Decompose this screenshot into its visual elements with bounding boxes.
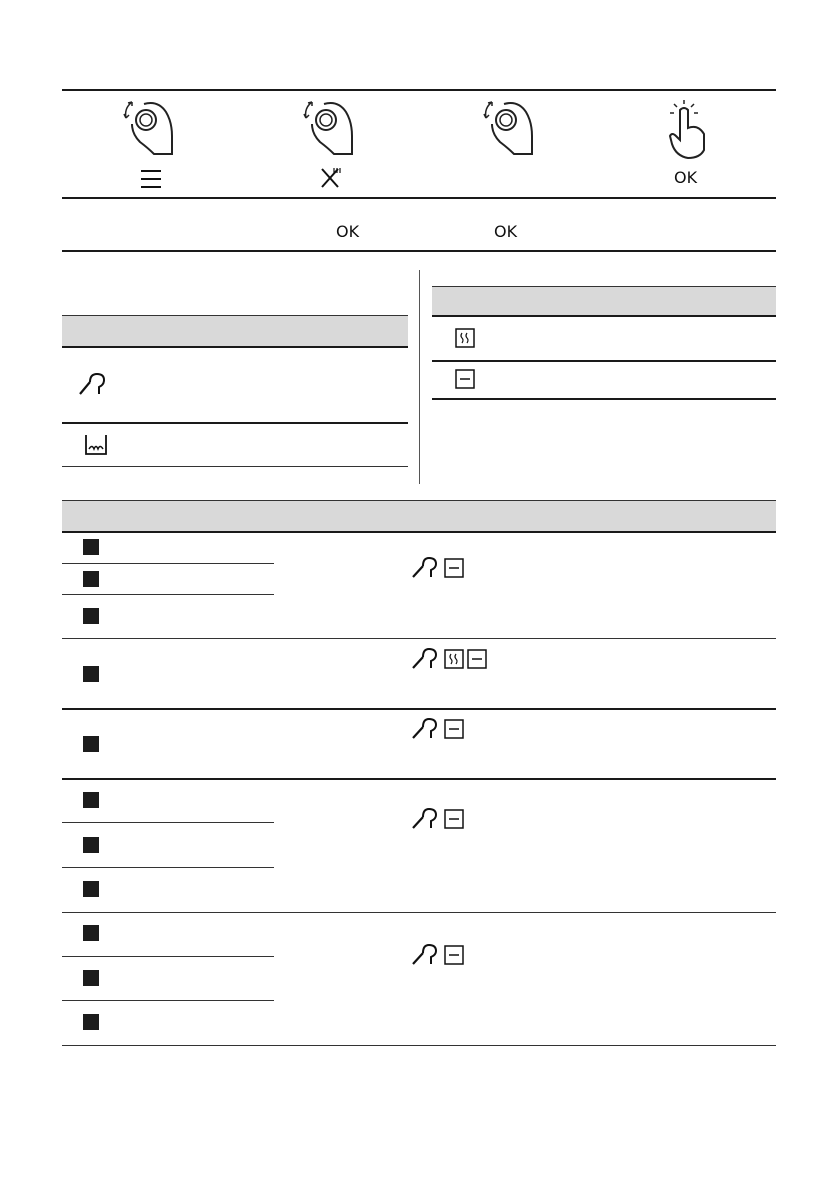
menu-icon (140, 168, 162, 190)
table-rule (62, 346, 408, 348)
food-sensor-icon (413, 719, 436, 738)
column-divider (419, 270, 420, 484)
oven-level-icon (468, 650, 486, 668)
rotate-knob-hand-icon (478, 98, 538, 160)
row-marker (83, 539, 99, 555)
table-rule (432, 315, 776, 317)
row-marker (83, 925, 99, 941)
symbol-group (412, 808, 472, 830)
table-header (62, 316, 408, 346)
oven-level-icon (455, 369, 475, 389)
table-rule (62, 1045, 776, 1046)
table-rule (432, 360, 776, 362)
table-header (62, 501, 776, 531)
oven-level-icon (445, 720, 463, 738)
table-rule (62, 638, 776, 639)
ok-label: OK (494, 222, 518, 241)
row-marker (83, 571, 99, 587)
table-rule (62, 1000, 274, 1001)
oven-level-icon (445, 559, 463, 577)
instruction-rule (62, 250, 776, 252)
table-rule (62, 867, 274, 868)
row-marker (83, 608, 99, 624)
ok-label: OK (336, 222, 360, 241)
row-marker (83, 1014, 99, 1030)
symbol-group (412, 944, 472, 966)
row-marker (83, 736, 99, 752)
row-marker (83, 837, 99, 853)
food-sensor-icon (413, 945, 436, 964)
table-rule (62, 912, 776, 913)
food-sensor-icon (413, 558, 436, 577)
table-rule (62, 422, 408, 424)
table-rule (62, 594, 274, 595)
food-sensor-icon (413, 649, 436, 668)
rotate-knob-hand-icon (298, 98, 358, 160)
symbol-group (412, 718, 472, 740)
row-marker (83, 792, 99, 808)
water-tray-icon (84, 434, 108, 456)
food-sensor-icon (78, 372, 108, 396)
fork-knife-icon (320, 167, 340, 189)
table-rule (432, 398, 776, 400)
oven-level-icon (445, 946, 463, 964)
table-rule (62, 563, 274, 564)
top-rule (62, 89, 776, 91)
table-rule (62, 708, 776, 710)
table-header (432, 287, 776, 315)
press-finger-icon (664, 100, 710, 162)
symbol-group (412, 557, 472, 579)
row-marker (83, 970, 99, 986)
symbol-group (412, 648, 496, 670)
table-rule (62, 778, 776, 780)
row-marker (83, 881, 99, 897)
rotate-knob-hand-icon (118, 98, 178, 160)
step-row-rule (62, 197, 776, 199)
table-rule (62, 956, 274, 957)
oven-level-icon (445, 810, 463, 828)
row-marker (83, 666, 99, 682)
table-rule (62, 822, 274, 823)
heat-steam-icon (455, 328, 475, 348)
food-sensor-icon (413, 809, 436, 828)
table-rule (62, 531, 776, 533)
ok-label: OK (674, 168, 698, 187)
heat-steam-icon (445, 650, 463, 668)
table-rule (62, 466, 408, 467)
